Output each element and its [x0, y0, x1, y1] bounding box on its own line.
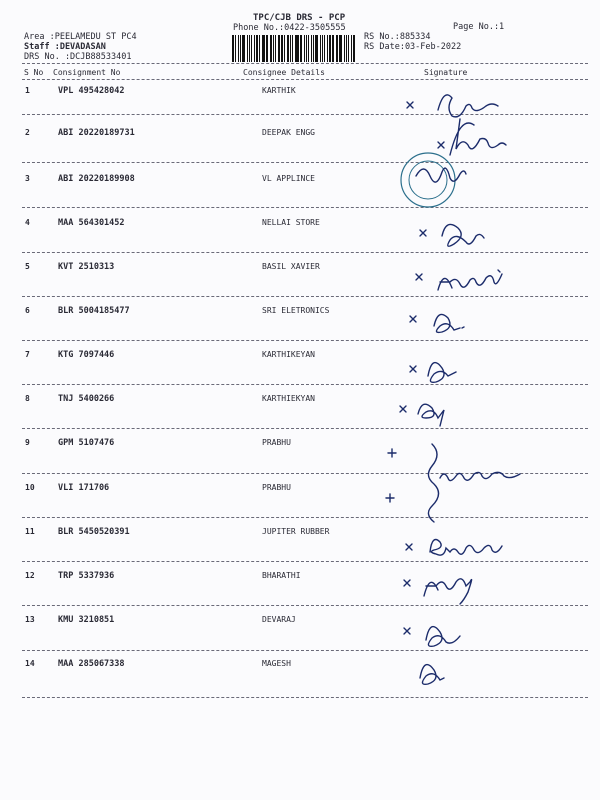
- row-serial-number: 14: [25, 659, 35, 668]
- drs-number: DRS No. :DCJB88533401: [24, 52, 132, 62]
- row-consignment-number: MAA 285067338: [58, 659, 125, 669]
- barcode-bar: [296, 35, 299, 62]
- barcode-bar: [242, 35, 245, 62]
- row-serial-number: 2: [25, 128, 30, 137]
- phone-number: Phone No.:0422-3505555: [233, 23, 346, 33]
- barcode-bar: [251, 35, 252, 62]
- row-consignee-name: SRI ELETRONICS: [262, 306, 330, 315]
- barcode-bar: [315, 35, 318, 62]
- barcode-bar: [256, 35, 258, 62]
- barcode-bar: [278, 35, 280, 62]
- barcode-bar: [348, 35, 350, 62]
- barcode-bar: [320, 35, 321, 62]
- barcode-bar: [327, 35, 328, 62]
- barcode-bar: [344, 35, 345, 62]
- barcode-bar: [329, 35, 331, 62]
- barcode-bar: [254, 35, 256, 62]
- barcode-bar: [232, 35, 234, 62]
- row-serial-number: 8: [25, 394, 30, 403]
- column-header-signature: Signature: [424, 68, 468, 77]
- barcode-bar: [336, 35, 337, 62]
- row-consignment-number: TRP 5337936: [58, 571, 115, 581]
- row-serial-number: 13: [25, 615, 35, 624]
- row-consignment-number: ABI 20220189731: [58, 128, 135, 138]
- barcode-bar: [270, 35, 272, 62]
- handwritten-signatures: [380, 80, 590, 720]
- barcode-bar: [266, 35, 267, 62]
- barcode-bar: [287, 35, 289, 62]
- column-header-consignment: Consignment No: [53, 68, 121, 77]
- barcode-bar: [238, 35, 239, 62]
- row-consignee-name: MAGESH: [262, 659, 291, 668]
- row-serial-number: 3: [25, 174, 30, 183]
- barcode-bar: [249, 35, 250, 62]
- barcode-bar: [306, 35, 307, 62]
- row-serial-number: 9: [25, 438, 30, 447]
- rs-date: RS Date:03-Feb-2022: [364, 42, 462, 52]
- document-title: TPC/CJB DRS - PCP: [253, 13, 346, 23]
- barcode-bar: [284, 35, 285, 62]
- barcode-bar: [273, 35, 274, 62]
- barcode-bar: [290, 35, 291, 62]
- barcode-bar: [304, 35, 305, 62]
- area-label: Area :PEELAMEDU ST PC4: [24, 32, 137, 42]
- row-consignee-name: PRABHU: [262, 438, 291, 447]
- row-consignee-name: KARTHIKEYAN: [262, 350, 315, 359]
- barcode: [232, 35, 356, 62]
- barcode-bar: [332, 35, 334, 62]
- row-consignment-number: KTG 7097446: [58, 350, 115, 360]
- barcode-bar: [313, 35, 314, 62]
- row-consignee-name: DEEPAK ENGG: [262, 128, 315, 137]
- row-serial-number: 5: [25, 262, 30, 271]
- row-consignee-name: PRABHU: [262, 483, 291, 492]
- row-serial-number: 11: [25, 527, 35, 536]
- staff-label: Staff :DEVADASAN: [24, 42, 106, 52]
- row-serial-number: 6: [25, 306, 30, 315]
- row-consignment-number: ABI 20220189908: [58, 174, 135, 184]
- row-serial-number: 7: [25, 350, 30, 359]
- page-number: Page No.:1: [453, 22, 505, 32]
- row-consignment-number: BLR 5004185477: [58, 306, 130, 316]
- row-consignee-name: DEVARAJ: [262, 615, 296, 624]
- row-consignee-name: KARTHIEKYAN: [262, 394, 315, 403]
- row-consignee-name: VL APPLINCE: [262, 174, 315, 183]
- barcode-bar: [240, 35, 242, 62]
- row-consignee-name: NELLAI STORE: [262, 218, 320, 227]
- barcode-bar: [339, 35, 342, 62]
- barcode-bar: [281, 35, 284, 62]
- barcode-bar: [235, 35, 236, 62]
- row-consignment-number: GPM 5107476: [58, 438, 115, 448]
- row-consignment-number: BLR 5450520391: [58, 527, 130, 537]
- barcode-bar: [262, 35, 265, 62]
- barcode-bar: [292, 35, 293, 62]
- row-serial-number: 10: [25, 483, 35, 492]
- barcode-bar: [351, 35, 352, 62]
- row-consignee-name: JUPITER RUBBER: [262, 527, 330, 536]
- row-consignment-number: KMU 3210851: [58, 615, 115, 625]
- barcode-bar: [346, 35, 347, 62]
- column-header-consignee: Consignee Details: [243, 68, 325, 77]
- row-consignee-name: KARTHIK: [262, 86, 296, 95]
- row-consignee-name: BHARATHI: [262, 571, 301, 580]
- barcode-bar: [259, 35, 260, 62]
- row-consignee-name: BASIL XAVIER: [262, 262, 320, 271]
- row-serial-number: 1: [25, 86, 30, 95]
- barcode-bar: [275, 35, 276, 62]
- row-consignment-number: VLI 171706: [58, 483, 110, 493]
- barcode-bar: [353, 35, 355, 62]
- column-header-sno: S No: [24, 68, 44, 77]
- barcode-bar: [267, 35, 268, 62]
- divider: [22, 63, 588, 64]
- row-consignment-number: VPL 495428042: [58, 86, 125, 96]
- row-consignment-number: KVT 2510313: [58, 262, 115, 272]
- barcode-bar: [247, 35, 248, 62]
- row-consignment-number: TNJ 5400266: [58, 394, 115, 404]
- rs-number: RS No.:885334: [364, 32, 431, 42]
- barcode-bar: [337, 35, 338, 62]
- barcode-bar: [295, 35, 296, 62]
- barcode-bar: [324, 35, 325, 62]
- row-serial-number: 4: [25, 218, 30, 227]
- barcode-bar: [308, 35, 310, 62]
- barcode-bar: [322, 35, 324, 62]
- row-serial-number: 12: [25, 571, 35, 580]
- row-consignment-number: MAA 564301452: [58, 218, 125, 228]
- barcode-bar: [300, 35, 302, 62]
- barcode-bar: [311, 35, 312, 62]
